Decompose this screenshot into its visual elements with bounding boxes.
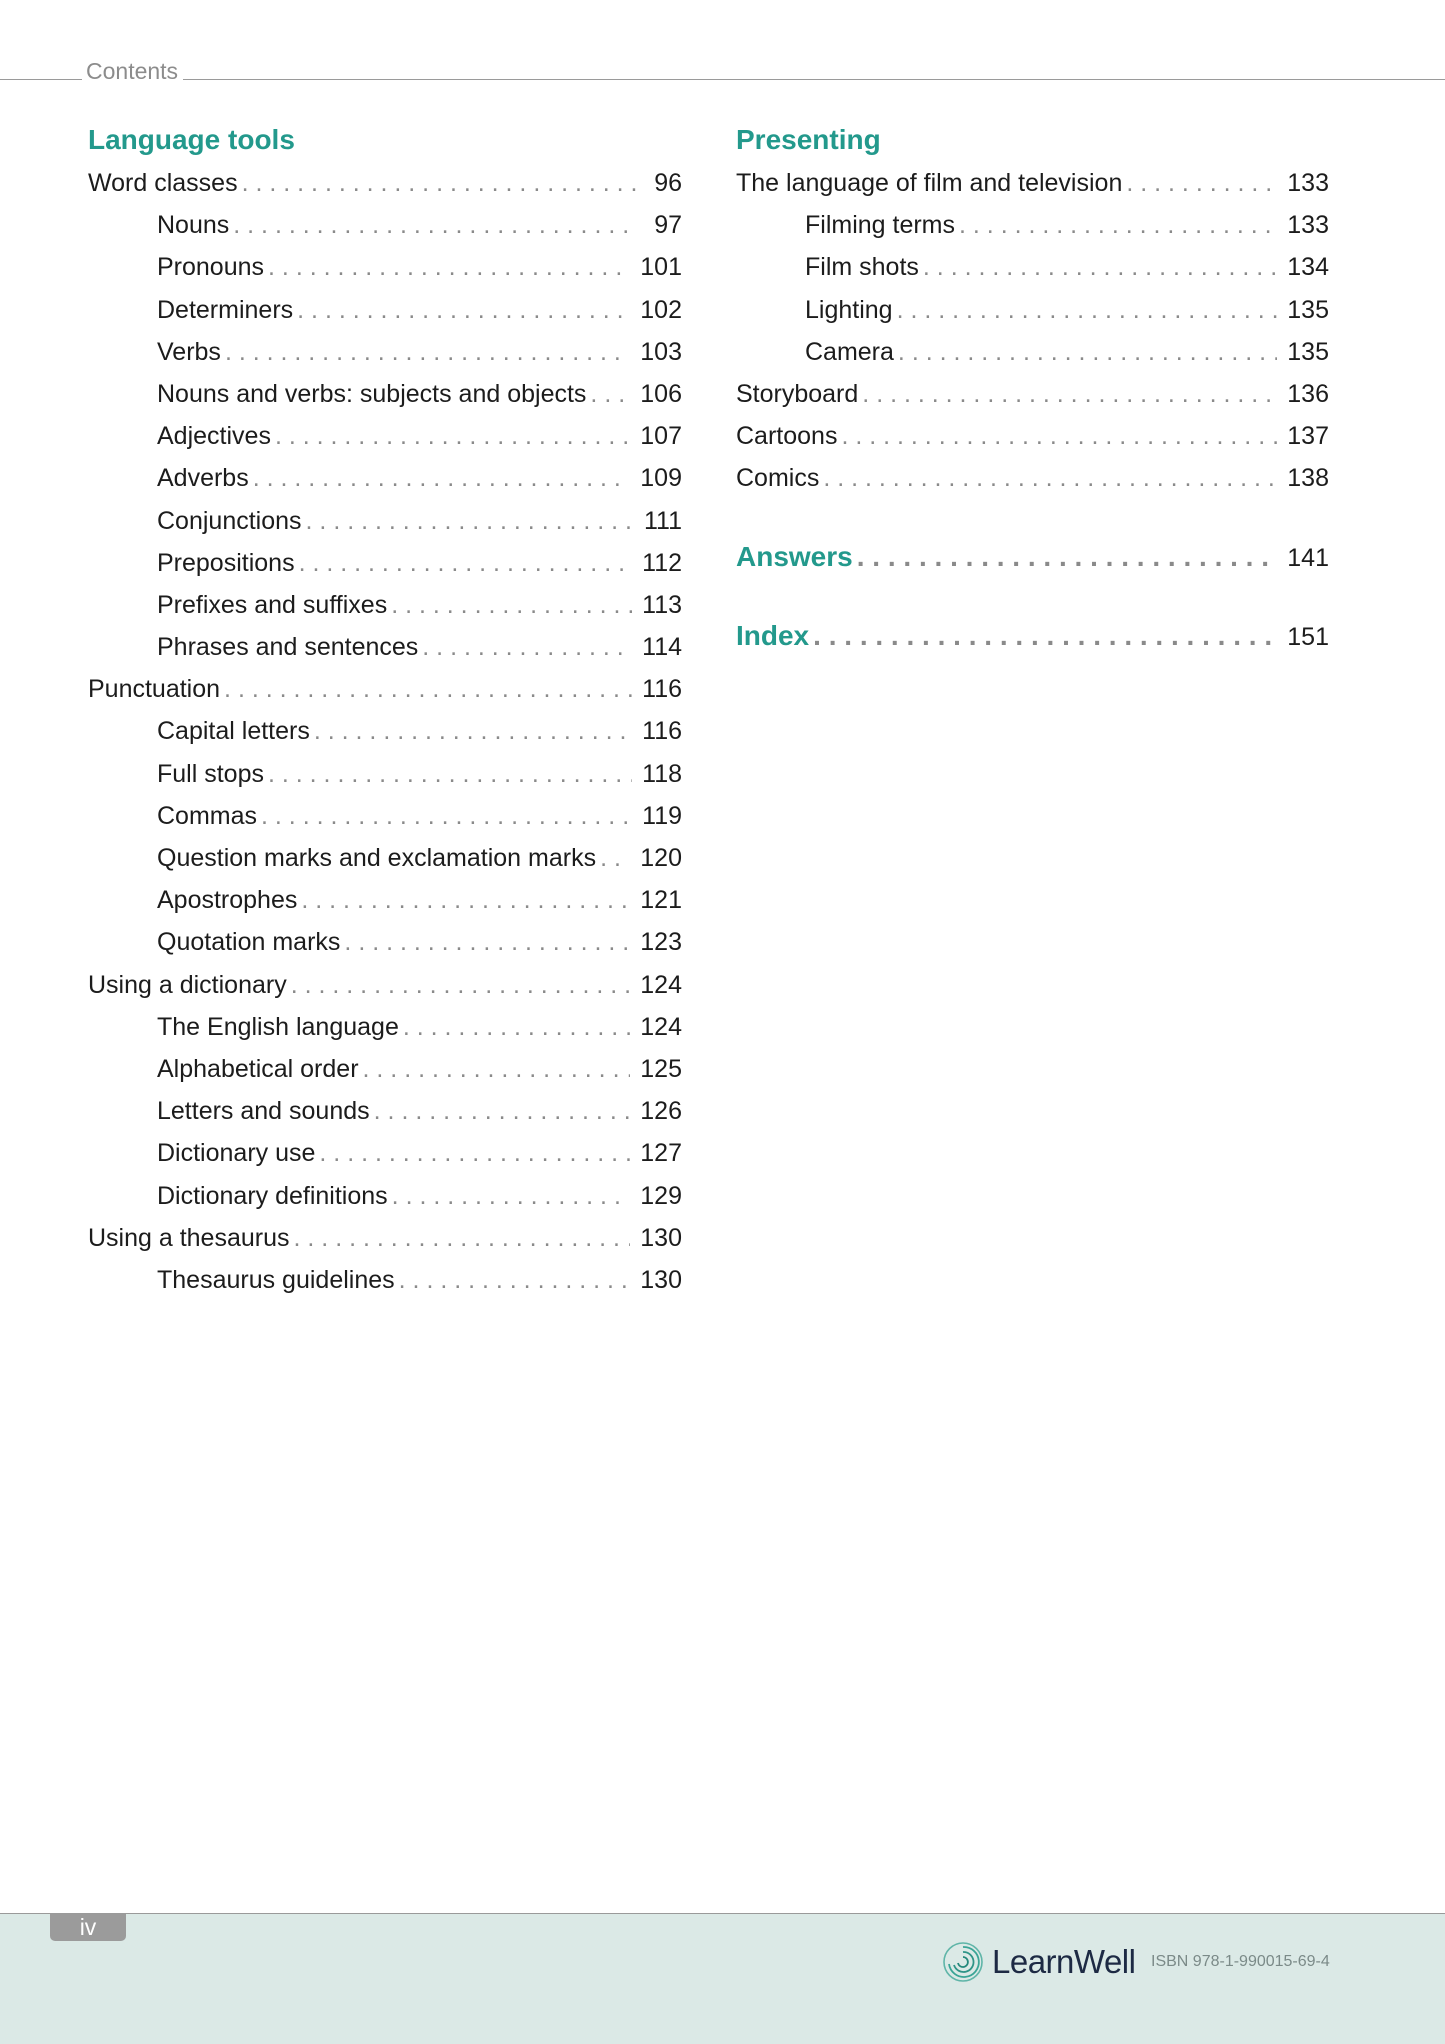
toc-column-right (736, 118, 1329, 658)
toc-entry[interactable] (88, 500, 682, 542)
toc-entry-page: 129 (640, 1181, 682, 1210)
dot-leader (823, 457, 1277, 499)
dot-leader (403, 1006, 630, 1048)
toc-entry-label: Film shots (805, 253, 919, 282)
toc-entry[interactable] (88, 415, 682, 457)
dot-leader (959, 204, 1277, 246)
toc-entry-label: Dictionary use (157, 1139, 316, 1168)
toc-entry-index[interactable] (736, 614, 1329, 658)
page-header (0, 56, 1445, 86)
toc-entry-label: Full stops (157, 759, 264, 788)
brand-logo (942, 1940, 1135, 1984)
dot-leader (225, 331, 630, 373)
dot-leader (344, 921, 630, 963)
dot-leader (261, 795, 632, 837)
toc-entry-page: 102 (640, 295, 682, 324)
toc-entry[interactable] (88, 921, 682, 963)
toc-entry-page: 135 (1287, 295, 1329, 324)
toc-entry-page: 130 (640, 1223, 682, 1252)
toc-entry-label: Capital letters (157, 717, 310, 746)
dot-leader (862, 373, 1277, 415)
dot-leader (363, 1048, 631, 1090)
toc-entry[interactable] (88, 373, 682, 415)
toc-column-left (88, 118, 682, 1301)
toc-entry-page: 124 (640, 1012, 682, 1041)
dot-leader (314, 710, 632, 752)
dot-leader (253, 457, 631, 499)
toc-entry-page: 130 (640, 1265, 682, 1294)
toc-entry-page: 141 (1287, 543, 1329, 572)
toc-entry-page: 114 (642, 633, 682, 662)
page-number: iv (50, 1914, 126, 1941)
header-label: Contents (82, 56, 183, 86)
brand-name: LearnWell (992, 1943, 1136, 1980)
toc-list-right (736, 162, 1329, 500)
toc-entry-label: Nouns (157, 211, 230, 240)
toc-entry-page: 126 (640, 1097, 682, 1126)
toc-list-left (88, 162, 682, 1301)
toc-entry[interactable] (88, 246, 682, 288)
toc-entry-label: Question marks and exclamation marks (157, 844, 597, 872)
dot-leader (923, 246, 1277, 288)
toc-entry-page: 133 (1287, 169, 1329, 197)
toc-entry-page: 106 (640, 379, 682, 408)
toc-entry-page: 118 (642, 759, 682, 788)
toc-entry[interactable] (88, 457, 682, 499)
toc-entry[interactable] (88, 1048, 682, 1090)
toc-entry-label: Commas (157, 801, 258, 830)
toc-entry-label: Verbs (157, 337, 221, 366)
toc-entry[interactable] (736, 162, 1329, 204)
toc-entry-page: 138 (1287, 464, 1329, 493)
toc-entry[interactable] (88, 1090, 682, 1132)
toc-entry-label: Storyboard (736, 379, 859, 408)
toc-entry-page: 116 (642, 717, 682, 746)
toc-entry-page: 135 (1287, 337, 1329, 366)
toc-entry[interactable] (88, 331, 682, 373)
toc-entry[interactable] (88, 710, 682, 752)
toc-entry-label: Quotation marks (157, 928, 341, 957)
header-rule (0, 79, 1445, 80)
toc-entry-page: 134 (1287, 253, 1329, 282)
toc-entry-page: 137 (1287, 422, 1329, 451)
toc-entry[interactable] (88, 162, 682, 204)
dot-leader (242, 162, 636, 204)
toc-entry-label: Thesaurus guidelines (157, 1265, 395, 1294)
toc-entry-page: 124 (640, 970, 682, 999)
dot-leader (897, 289, 1278, 331)
toc-entry-label: Filming terms (805, 211, 956, 240)
toc-entry[interactable] (88, 584, 682, 626)
toc-entry-label: Adverbs (157, 464, 249, 493)
toc-entry-label: Lighting (805, 295, 893, 324)
dot-leader (306, 500, 634, 542)
toc-entry[interactable] (88, 1132, 682, 1174)
swirl-logo-icon (942, 1941, 984, 1983)
dot-leader (813, 614, 1277, 658)
section-heading-presenting: Presenting (736, 124, 881, 155)
toc-entry-page: 111 (643, 506, 682, 535)
dot-leader (392, 1175, 631, 1217)
toc-entry[interactable] (88, 1217, 682, 1259)
toc-entry-label: Alphabetical order (157, 1054, 359, 1083)
toc-entry-answers[interactable] (736, 535, 1329, 579)
toc-entry-label: Nouns and verbs: subjects and objects (157, 379, 587, 408)
isbn-text: ISBN 978-1-990015-69-4 (1151, 1953, 1330, 1970)
dot-leader (857, 535, 1278, 579)
toc-entry[interactable] (88, 1175, 682, 1217)
toc-entry-label: Dictionary definitions (157, 1181, 388, 1210)
dot-leader (224, 668, 632, 710)
toc-entry[interactable] (88, 964, 682, 1006)
dot-leader (399, 1259, 631, 1301)
spacer (736, 579, 1329, 614)
toc-entry-page: 109 (640, 464, 682, 493)
toc-entry-label: Prefixes and suffixes (157, 590, 388, 619)
toc-entry-page: 119 (642, 801, 682, 830)
dot-leader (291, 964, 631, 1006)
toc-entry-page: 123 (640, 928, 682, 957)
toc-entry[interactable] (88, 879, 682, 921)
toc-entry-page: 107 (640, 422, 682, 451)
toc-entry[interactable] (736, 457, 1329, 499)
dot-leader (294, 1217, 631, 1259)
toc-entry-page: 113 (642, 590, 682, 619)
toc-entry-label: Pronouns (157, 253, 265, 282)
toc-entry-label: Determiners (157, 295, 294, 324)
dot-leader (422, 626, 632, 668)
dot-leader (275, 415, 630, 457)
toc-entry-page: 125 (640, 1054, 682, 1083)
page-footer (0, 1913, 1445, 2044)
dot-leader (299, 542, 633, 584)
toc-entry[interactable] (736, 246, 1329, 288)
toc-entry-page: 101 (640, 253, 682, 282)
toc-entry-label: Adjectives (157, 422, 271, 451)
toc-entry[interactable] (88, 289, 682, 331)
dot-leader (297, 289, 630, 331)
dot-leader (374, 1090, 631, 1132)
toc-entry-label: Using a thesaurus (88, 1223, 290, 1252)
toc-entry[interactable] (736, 289, 1329, 331)
dot-leader (233, 204, 636, 246)
toc-entry-label: Phrases and sentences (157, 633, 419, 662)
dot-leader (600, 837, 630, 879)
toc-entry[interactable] (88, 837, 682, 879)
toc-entry-label: Cartoons (736, 422, 838, 451)
toc-entry-page: 151 (1287, 622, 1329, 651)
toc-entry-label: Answers (736, 540, 853, 572)
toc-entry[interactable] (88, 204, 682, 246)
toc-entry-label: Prepositions (157, 548, 295, 577)
toc-entry[interactable] (88, 795, 682, 837)
toc-entry-label: Conjunctions (157, 506, 302, 535)
toc-entry-page: 127 (640, 1139, 682, 1168)
dot-leader (841, 415, 1277, 457)
toc-entry-label: Punctuation (88, 675, 221, 704)
toc-entry-label: Using a dictionary (88, 970, 287, 999)
toc-entry-page: 116 (642, 675, 682, 704)
toc-entry-label: The language of film and television (736, 169, 1123, 197)
dot-leader (301, 879, 630, 921)
toc-entry[interactable] (736, 415, 1329, 457)
toc-entry-label: Letters and sounds (157, 1097, 370, 1126)
toc-entry-page: 133 (1287, 211, 1329, 240)
toc-entry-page: 136 (1287, 379, 1329, 408)
dot-leader (590, 373, 630, 415)
toc-entry-label: Word classes (88, 169, 238, 197)
section-heading-language-tools: Language tools (88, 124, 295, 155)
dot-leader (319, 1132, 630, 1174)
toc-entry[interactable] (88, 1006, 682, 1048)
toc-entry[interactable] (88, 626, 682, 668)
toc-entry[interactable] (736, 331, 1329, 373)
toc-entry-page: 97 (654, 211, 682, 240)
dot-leader (391, 584, 632, 626)
dot-leader (1126, 162, 1277, 204)
toc-entry[interactable] (736, 373, 1329, 415)
toc-entry-label: Index (736, 619, 810, 651)
toc-entry-label: Camera (805, 337, 894, 366)
toc-entry[interactable] (88, 542, 682, 584)
toc-entry-label: Apostrophes (157, 886, 298, 915)
spacer (736, 500, 1329, 535)
toc-entry[interactable] (88, 668, 682, 710)
toc-entry-page: 112 (642, 548, 682, 577)
dot-leader (898, 331, 1277, 373)
toc-entry-label: The English language (157, 1012, 399, 1041)
toc-entry-page: 96 (654, 169, 682, 197)
dot-leader (268, 753, 632, 795)
toc-entry-page: 120 (640, 844, 682, 872)
dot-leader (268, 246, 630, 288)
toc-entry[interactable] (88, 1259, 682, 1301)
toc-entry-page: 103 (640, 337, 682, 366)
toc-entry[interactable] (88, 753, 682, 795)
toc-entry-page: 121 (640, 886, 682, 915)
toc-entry-label: Comics (736, 464, 820, 493)
toc-entry[interactable] (736, 204, 1329, 246)
